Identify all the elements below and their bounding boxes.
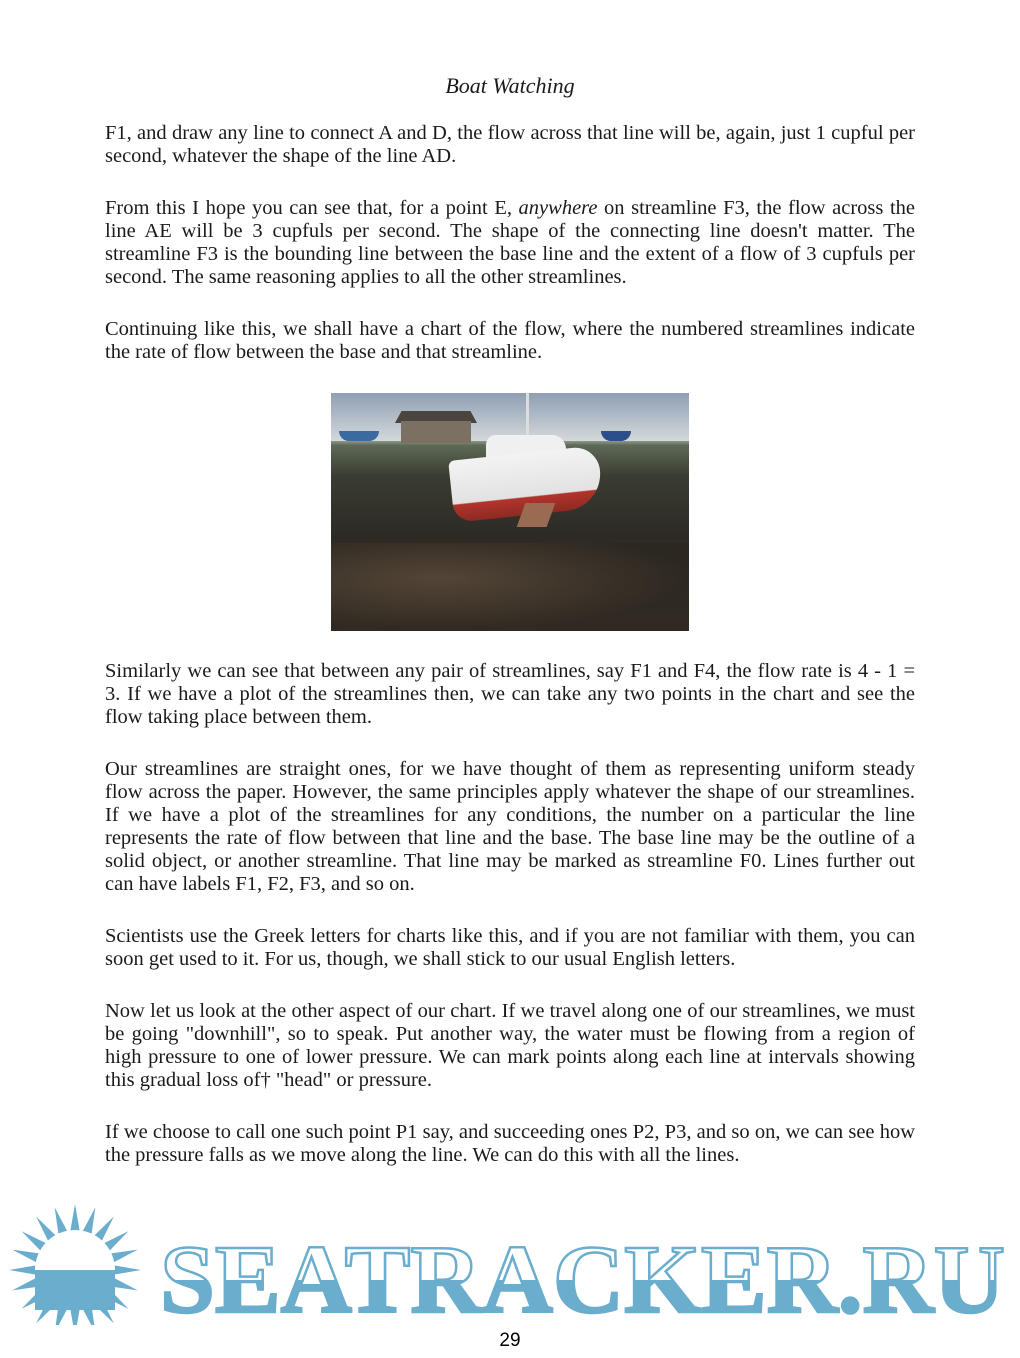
paragraph: Similarly we can see that between any pair of streamlines, say F1 and F4, the flow rate is 4 - 1 = 3. If we have a plot of the streamlines then, we can take any two points in the chart and see the flow taking place between them. [105,660,915,728]
text: on streamline F3, the flow across the line AE will be 3 cupfuls per second. The shape of the connecting line doesn't matter. The streamline F3 is the bounding line between the base line and the extent of a flow of 3 cupfuls per second. The same reasoning applies to all the other streamlines. [105,197,915,288]
page-number: 29 [499,1330,521,1351]
paragraph: Scientists use the Greek letters for charts like this, and if you are not familiar with them, you can soon get used to it. For us, though, we shall stick to our usual English letters. [105,925,915,970]
sun-icon [9,1204,141,1325]
page-body [105,122,915,1196]
sun-ray [113,1265,141,1275]
emphasis: anywhere [518,197,598,219]
paragraph: Our streamlines are straight ones, for we have thought of them as representing uniform steady flow across the paper. However, the same principles apply whatever the shape of our streamlines. If we have a plot of the streamlines for any conditions, the number on a particular the line represents the rate of flow between that line and the base. The base line may be the outline of a solid object, or another streamline. That line may be marked as streamline F0. Lines further out can have labels F1, F2, F3, and so on. [105,758,915,895]
watermark-logo [0,1200,1020,1325]
paragraph [105,197,915,289]
boat-photo [331,393,689,631]
sun-ray [9,1265,37,1275]
paragraph: Now let us look at the other aspect of our chart. If we travel along one of our streamlines, we must be going "downhill", so to speak. Put another way, the water must be flowing from a region of high pressure to one of lower pressure. We can mark points along each line at intervals showing this gradual loss of† "head" or pressure. [105,1000,915,1091]
sun-ray [70,1204,80,1232]
running-header: Boat Watching [445,73,575,98]
watermark-text: SEATRACKER.RU [160,1226,1005,1325]
paragraph: Continuing like this, we shall have a chart of the flow, where the numbered streamlines indicate the rate of flow between the base and that streamline. [105,318,915,363]
text: From this I hope you can see that, for a point E, [105,197,519,219]
sun-ray [70,1308,80,1325]
paragraph: F1, and draw any line to connect A and D, the flow across that line will be, again, just 1 cupful per second, whatever the shape of the line AD. [105,122,915,167]
paragraph: If we choose to call one such point P1 say, and succeeding ones P2, P3, and so on, we can see how the pressure falls as we move along the line. We can do this with all the lines. [105,1121,915,1166]
